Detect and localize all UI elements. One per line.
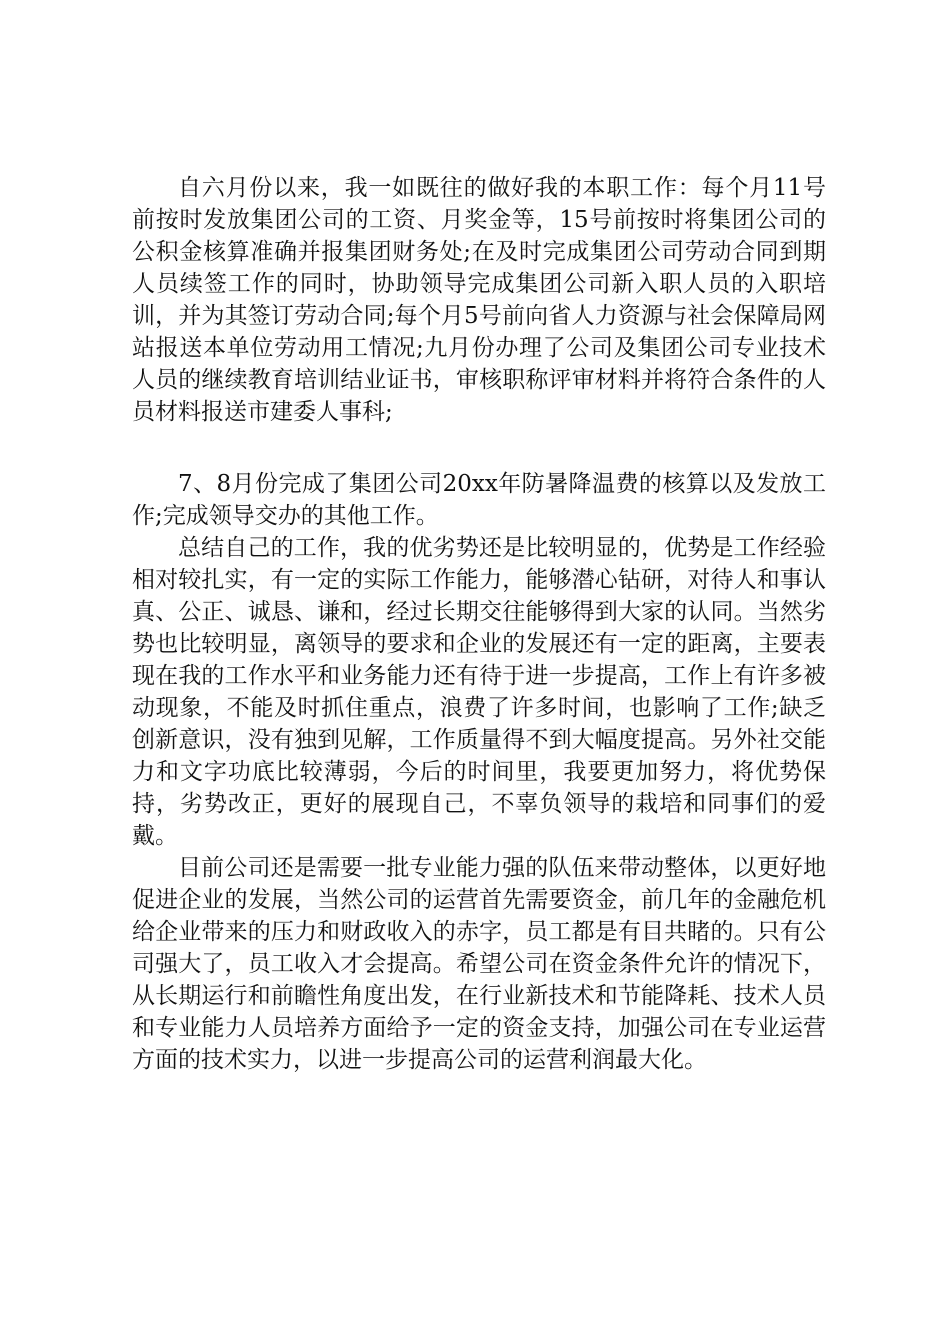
paragraph-self-assessment: 总结自己的工作，我的优劣势还是比较明显的，优势是工作经验相对较扎实，有一定的实际工作能力，能够潜心钻研，对待人和事认真、公正、诚恳、谦和，经过长期交往能够得到大家的认同。当然劣势也比较明显，离领导的要求和企业的发展还有一定的距离，主要表现在我的工作水平和业务能力还有待于进一步提高，工作上有许多被动现象，不能及时抓住重点，浪费了许多时间，也影响了工作;缺乏创新意识，没有独到见解，工作质量得不到大幅度提高。另外社交能力和文字功底比较薄弱，今后的时间里，我要更加努力，将优势保持，劣势改正，更好的展现自己，不辜负领导的栽培和同事们的爱戴。: [132, 535, 826, 849]
paragraph-duties: 自六月份以来，我一如既往的做好我的本职工作：每个月11号前按时发放集团公司的工资、月奖金等，15号前按时将集团公司的公积金核算准确并报集团财务处;在及时完成集团公司劳动合同到期人员续签工作的同时，协助领导完成集团公司新入职人员的入职培训，并为其签订劳动合同;每个月5号前向省人力资源与社会保障局网站报送本单位劳动用工情况;九月份办理了公司及集团公司专业技术人员的继续教育培训结业证书，审核职称评审材料并将符合条件的人员材料报送市建委人事科;: [132, 175, 826, 425]
paragraph-spacer: [132, 428, 826, 468]
paragraph-july-august: 7、8月份完成了集团公司20xx年防暑降温费的核算以及发放工作;完成领导交办的其他工作。: [132, 471, 826, 529]
paragraph-company-outlook: 目前公司还是需要一批专业能力强的队伍来带动整体，以更好地促进企业的发展，当然公司的运营首先需要资金，前几年的金融危机给企业带来的压力和财政收入的赤字，员工都是有目共睹的。只有公司强大了，员工收入才会提高。希望公司在资金条件允许的情况下，从长期运行和前瞻性角度出发，在行业新技术和节能降耗、技术人员和专业能力人员培养方面给予一定的资金支持，加强公司在专业运营方面的技术实力，以进一步提高公司的运营利润最大化。: [132, 855, 826, 1073]
document-body: [132, 172, 826, 1076]
